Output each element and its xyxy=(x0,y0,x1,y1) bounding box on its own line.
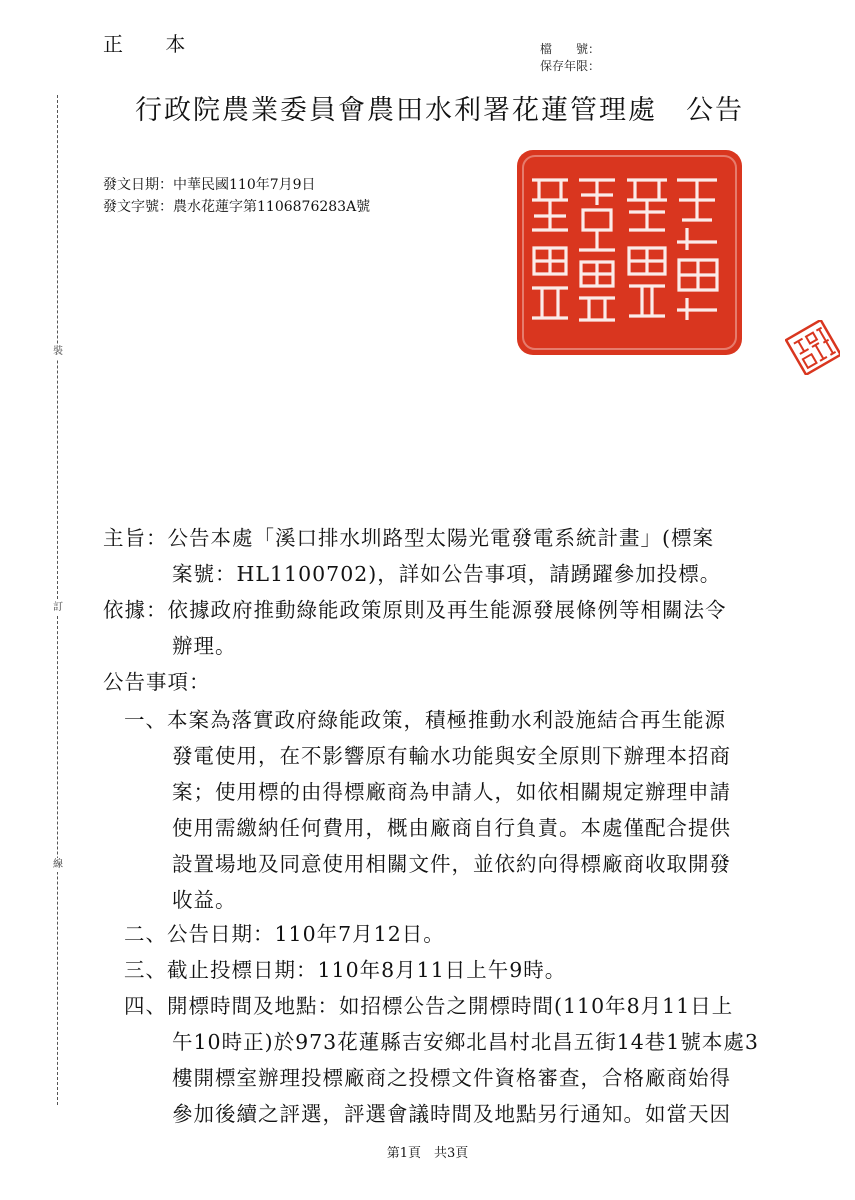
notice-heading: 公告事項： xyxy=(103,670,211,694)
item-1-line-4: 使用需繳納任何費用，概由廠商自行負責。本處僅配合提供 xyxy=(172,816,731,840)
basis-line-1: 依據：依據政府推動綠能政策原則及再生能源發展條例等相關法令 xyxy=(103,598,727,622)
binding-mark-zhuang: 裝 xyxy=(53,346,63,357)
item-1-line-6: 收益。 xyxy=(172,888,237,912)
item-4-line-2: 午10時正)於973花蓮縣吉安鄉北昌村北昌五街14巷1號本處3 xyxy=(172,1030,759,1054)
item-4-line-1: 四、開標時間及地點：如招標公告之開標時間(110年8月11日上 xyxy=(124,994,734,1018)
basis-line-2: 辦理。 xyxy=(172,634,237,658)
binding-mark-xian: 線 xyxy=(53,859,63,870)
item-1-line-5: 設置場地及同意使用相關文件，並依約向得標廠商收取開發 xyxy=(172,852,731,876)
small-seal-icon xyxy=(785,320,840,375)
item-1-line-3: 案；使用標的由得標廠商為申請人，如依相關規定辦理申請 xyxy=(172,780,731,804)
item-1-line-1: 一、本案為落實政府綠能政策，積極推動水利設施結合再生能源 xyxy=(124,708,726,732)
page-number: 第1頁 共3頁 xyxy=(386,1146,469,1161)
item-4-line-3: 樓開標室辦理投標廠商之投標文件資格審查，合格廠商始得 xyxy=(172,1066,731,1090)
item-2-line-1: 二、公告日期：110年7月12日。 xyxy=(124,922,445,946)
page-title: 行政院農業委員會農田水利署花蓮管理處 公告 xyxy=(135,95,744,126)
binding-mark-ding: 訂 xyxy=(53,602,63,613)
issue-number: 發文字號：農水花蓮字第1106876283A號 xyxy=(103,199,371,215)
retention-period-label: 保存年限： xyxy=(540,59,601,73)
subject-line-2: 案號：HL1100702)，詳如公告事項，請踴躍參加投標。 xyxy=(172,562,722,586)
item-3-line-1: 三、截止投標日期：110年8月11日上午9時。 xyxy=(124,958,567,982)
binding-dashed-line xyxy=(57,95,58,1105)
item-1-line-2: 發電使用，在不影響原有輸水功能與安全原則下辦理本招商 xyxy=(172,744,731,768)
file-number-label: 檔 號： xyxy=(540,42,601,56)
original-copy-mark: 正 本 xyxy=(103,32,204,56)
subject-line-1: 主旨：公告本處「溪口排水圳路型太陽光電發電系統計畫」(標案 xyxy=(103,526,714,550)
official-seal-icon xyxy=(517,150,742,355)
item-4-line-4: 參加後續之評選，評選會議時間及地點另行通知。如當天因 xyxy=(172,1102,731,1126)
issue-date: 發文日期：中華民國110年7月9日 xyxy=(103,177,316,193)
